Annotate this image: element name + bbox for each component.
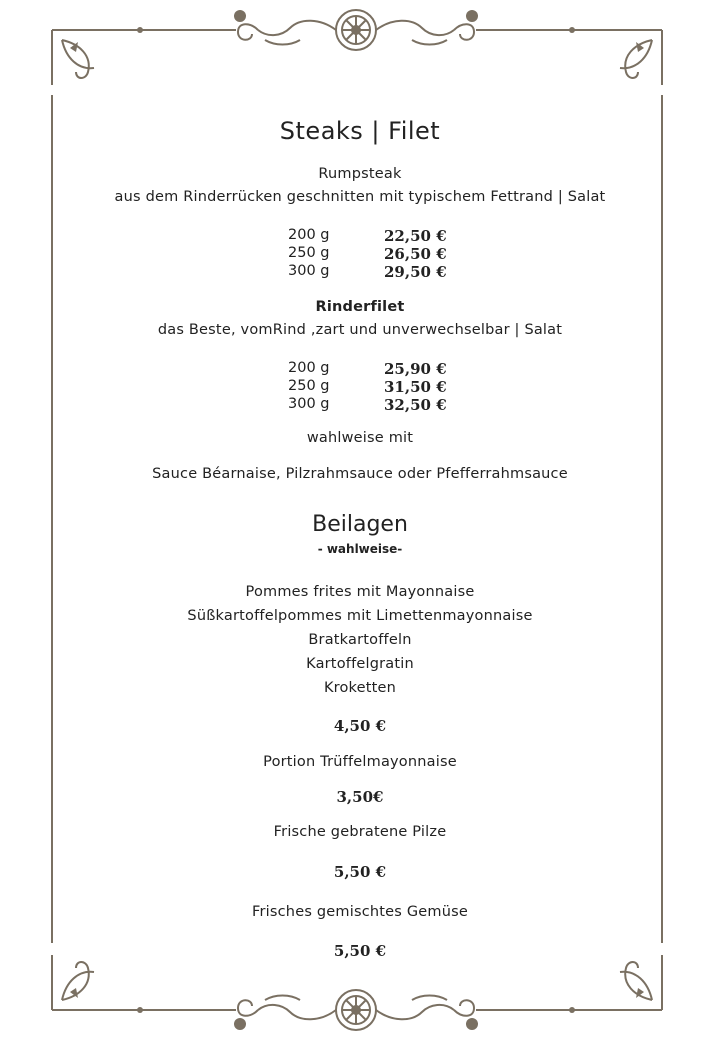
pilze-item: Frische gebratene Pilze xyxy=(273,824,447,840)
price-row xyxy=(288,227,488,245)
sauces-text: Sauce Béarnaise, Pilzrahmsauce oder Pfefferrahmsauce xyxy=(152,466,568,482)
price: 32,50 € xyxy=(384,396,447,414)
price: 22,50 € xyxy=(384,227,447,245)
truffle-price: 3,50€ xyxy=(336,788,384,806)
side-items-price: 4,50 € xyxy=(333,717,387,735)
price-row xyxy=(288,360,488,378)
side-item: Süßkartoffelpommes mit Limettenmayonnaise xyxy=(187,608,533,624)
side-item: Kartoffelgratin xyxy=(306,656,414,672)
option-intro: wahlweise mit xyxy=(306,430,414,446)
side-item: Bratkartoffeln xyxy=(308,632,412,648)
gemuese-item: Frisches gemischtes Gemüse xyxy=(252,904,468,920)
price-row xyxy=(288,245,488,263)
rumpsteak-description: aus dem Rinderrücken geschnitten mit typischem Fettrand | Salat xyxy=(114,189,606,205)
weight: 300 g xyxy=(288,263,330,279)
weight: 250 g xyxy=(288,245,330,261)
price: 29,50 € xyxy=(384,263,447,281)
truffle-item: Portion Trüffelmayonnaise xyxy=(263,754,457,770)
menu-page xyxy=(60,0,660,1040)
right-frame-line xyxy=(661,95,663,943)
pilze-price: 5,50 € xyxy=(333,863,387,881)
price: 25,90 € xyxy=(384,360,447,378)
rumpsteak-price-table xyxy=(288,227,488,281)
price-row xyxy=(288,263,488,281)
rinderfilet-description: das Beste, vomRind ,zart und unverwechselbar | Salat xyxy=(157,322,563,338)
steaks-heading: Steaks | Filet xyxy=(279,117,441,145)
gemuese-price: 5,50 € xyxy=(333,942,387,960)
weight: 200 g xyxy=(288,227,330,243)
rinderfilet-name: Rinderfilet xyxy=(315,299,405,315)
weight: 300 g xyxy=(288,396,330,412)
price: 31,50 € xyxy=(384,378,447,396)
rinderfilet-price-table xyxy=(288,360,488,414)
rumpsteak-name: Rumpsteak xyxy=(318,166,402,182)
beilagen-subtitle: - wahlweise- xyxy=(317,542,403,556)
side-item: Pommes frites mit Mayonnaise xyxy=(245,584,475,600)
price-row xyxy=(288,378,488,396)
price: 26,50 € xyxy=(384,245,447,263)
side-item: Kroketten xyxy=(323,680,397,696)
left-frame-line xyxy=(51,95,53,943)
weight: 200 g xyxy=(288,360,330,376)
price-row xyxy=(288,396,488,414)
beilagen-heading: Beilagen xyxy=(312,512,408,537)
weight: 250 g xyxy=(288,378,330,394)
